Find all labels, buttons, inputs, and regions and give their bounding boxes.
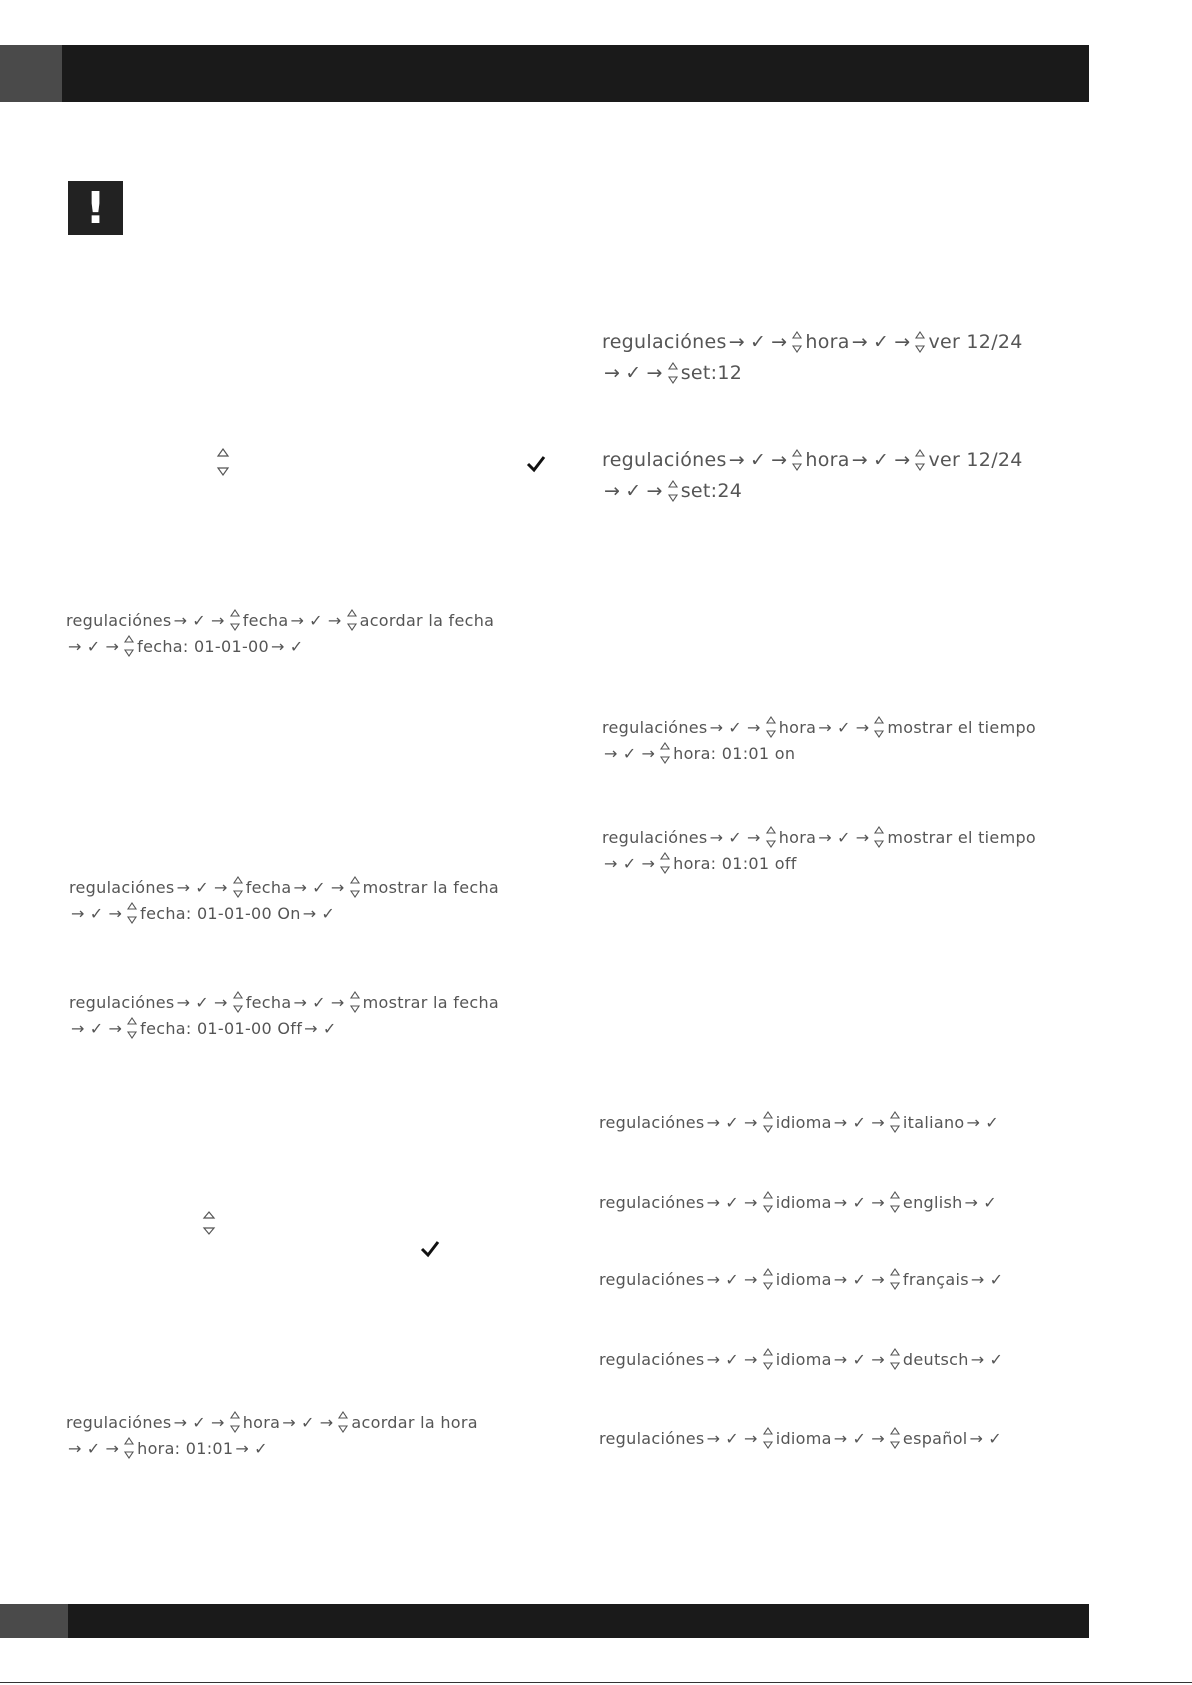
step-label: regulaciónes <box>69 992 175 1012</box>
step-label: idioma <box>775 1349 832 1369</box>
updown-icon <box>346 608 358 632</box>
step-label: ver 12/24 <box>928 449 1023 471</box>
arrow-icon: → <box>646 480 663 502</box>
arrow-icon: → <box>641 853 656 873</box>
check-icon: ✓ <box>728 827 743 847</box>
arrow-icon: → <box>709 827 724 847</box>
updown-icon <box>873 825 885 849</box>
sequence-line <box>602 851 797 875</box>
step-label: regulaciónes <box>602 331 727 353</box>
step-label: set:12 <box>680 362 743 384</box>
arrow-icon: → <box>214 877 228 897</box>
step-label: regulaciónes <box>599 1112 705 1132</box>
step-label: italiano <box>902 1112 965 1132</box>
arrow-icon: → <box>211 1412 225 1432</box>
sequence-line <box>599 1426 1005 1450</box>
check-icon: ✓ <box>988 1428 1002 1448</box>
arrow-icon: → <box>833 1112 848 1132</box>
step-label: set:24 <box>680 480 743 502</box>
step-label: mostrar la fecha <box>362 992 499 1012</box>
updown-icon <box>889 1267 901 1291</box>
sequence-line <box>69 875 499 899</box>
arrow-icon: → <box>970 1269 985 1289</box>
step-label: regulaciónes <box>599 1349 705 1369</box>
step-label: mostrar el tiempo <box>887 827 1037 847</box>
check-icon: ✓ <box>852 1192 867 1212</box>
header-bar <box>0 45 1089 102</box>
updown-icon <box>229 1410 241 1434</box>
arrow-icon: → <box>851 331 868 353</box>
arrow-icon: → <box>71 1018 85 1038</box>
sequence-line <box>602 361 742 385</box>
arrow-icon: → <box>851 449 868 471</box>
step-label: hora: 01:01 on <box>673 743 796 763</box>
sequence-line <box>602 330 1023 354</box>
step-label: regulaciónes <box>599 1269 705 1289</box>
updown-icon <box>349 875 361 899</box>
arrow-icon: → <box>327 610 342 630</box>
sequence-line <box>602 715 1036 739</box>
updown-icon <box>873 715 885 739</box>
arrow-icon: → <box>706 1349 721 1369</box>
arrow-icon: → <box>818 717 832 737</box>
updown-icon <box>762 1426 774 1450</box>
arrow-icon: → <box>68 636 82 656</box>
sequence-line <box>69 1016 340 1040</box>
updown-icon <box>762 1190 774 1214</box>
step-label: regulaciónes <box>602 449 727 471</box>
arrow-icon: → <box>833 1192 848 1212</box>
step-label: fecha: 01-01-00 <box>137 636 269 656</box>
arrow-icon: → <box>706 1269 721 1289</box>
arrow-icon: → <box>747 717 761 737</box>
arrow-icon: → <box>604 853 618 873</box>
check-icon: ✓ <box>192 610 207 630</box>
arrow-icon: → <box>744 1428 758 1448</box>
arrow-icon: → <box>105 1438 120 1458</box>
arrow-icon: → <box>108 903 123 923</box>
updown-icon <box>765 715 777 739</box>
updown-icon <box>762 1347 774 1371</box>
arrow-icon: → <box>894 449 911 471</box>
arrow-icon: → <box>173 1412 188 1432</box>
check-icon: ✓ <box>289 636 304 656</box>
step-label: regulaciónes <box>602 827 708 847</box>
check-icon: ✓ <box>872 449 890 471</box>
updown-icon <box>667 361 679 385</box>
updown-icon <box>216 447 230 481</box>
arrow-icon: → <box>176 992 191 1012</box>
check-icon: ✓ <box>89 1018 104 1038</box>
arrow-icon: → <box>833 1428 848 1448</box>
check-icon: ✓ <box>86 1438 101 1458</box>
arrow-icon: → <box>706 1192 721 1212</box>
updown-icon <box>232 990 244 1014</box>
check-icon: ✓ <box>195 992 210 1012</box>
arrow-icon: → <box>646 362 663 384</box>
updown-icon <box>126 901 138 925</box>
arrow-icon: → <box>270 636 285 656</box>
step-label: ver 12/24 <box>928 331 1023 353</box>
arrow-icon: → <box>818 827 832 847</box>
step-label: mostrar la fecha <box>362 877 499 897</box>
arrow-icon: → <box>214 992 228 1012</box>
check-icon: ✓ <box>254 1438 268 1458</box>
arrow-icon: → <box>855 717 870 737</box>
sequence-line <box>66 634 306 658</box>
arrow-icon: → <box>176 877 191 897</box>
updown-icon <box>889 1110 901 1134</box>
sequence-line <box>602 741 795 765</box>
arrow-icon: → <box>871 1192 885 1212</box>
arrow-icon: → <box>747 827 761 847</box>
sequence-line <box>69 901 338 925</box>
arrow-icon: → <box>969 1428 984 1448</box>
arrow-icon: → <box>966 1112 981 1132</box>
step-label: fecha <box>242 610 289 630</box>
check-icon: ✓ <box>728 717 743 737</box>
step-label: fecha <box>245 992 292 1012</box>
check-icon: ✓ <box>195 877 210 897</box>
arrow-icon: → <box>290 610 305 630</box>
sequence-line <box>599 1190 1000 1214</box>
arrow-icon: → <box>293 992 308 1012</box>
check-icon: ✓ <box>852 1269 867 1289</box>
arrow-icon: → <box>771 449 788 471</box>
updown-icon <box>123 1436 135 1460</box>
updown-icon <box>914 330 926 354</box>
warning-icon: ! <box>68 181 123 235</box>
check-icon: ✓ <box>622 743 637 763</box>
check-icon: ✓ <box>321 903 336 923</box>
check-icon: ✓ <box>725 1428 740 1448</box>
check-icon: ✓ <box>312 992 326 1012</box>
check-icon: ✓ <box>749 331 767 353</box>
updown-icon <box>123 634 135 658</box>
updown-icon <box>914 448 926 472</box>
check-icon: ✓ <box>89 903 104 923</box>
sequence-line <box>599 1267 1006 1291</box>
step-label: español <box>902 1428 968 1448</box>
check-icon: ✓ <box>625 480 642 502</box>
arrow-icon: → <box>894 331 911 353</box>
arrow-icon: → <box>744 1349 758 1369</box>
arrow-icon: → <box>641 743 656 763</box>
step-label: hora <box>805 331 850 353</box>
step-label: hora <box>805 449 850 471</box>
arrow-icon: → <box>68 1438 82 1458</box>
updown-icon <box>337 1410 349 1434</box>
arrow-icon: → <box>108 1018 123 1038</box>
updown-icon <box>791 448 803 472</box>
arrow-icon: → <box>855 827 870 847</box>
check-icon: ✓ <box>852 1112 867 1132</box>
arrow-icon: → <box>293 877 308 897</box>
step-label: regulaciónes <box>66 610 172 630</box>
step-label: français <box>902 1269 969 1289</box>
updown-icon <box>349 990 361 1014</box>
arrow-icon: → <box>871 1349 885 1369</box>
arrow-icon: → <box>744 1269 758 1289</box>
step-label: regulaciónes <box>69 877 175 897</box>
sequence-line <box>69 990 499 1014</box>
arrow-icon: → <box>604 362 621 384</box>
footer-tab <box>0 1604 68 1638</box>
check-icon: ✓ <box>322 1018 337 1038</box>
sequence-line <box>602 479 742 503</box>
footer-bar <box>0 1604 1089 1638</box>
bottom-rule <box>0 1682 1192 1683</box>
check-icon: ✓ <box>300 1412 315 1432</box>
arrow-icon: → <box>964 1192 979 1212</box>
step-label: acordar la hora <box>351 1412 478 1432</box>
arrow-icon: → <box>706 1112 721 1132</box>
step-label: hora: 01:01 off <box>673 853 797 873</box>
check-icon: ✓ <box>983 1192 997 1212</box>
arrow-icon: → <box>211 610 225 630</box>
arrow-icon: → <box>235 1438 250 1458</box>
step-label: regulaciónes <box>66 1412 172 1432</box>
arrow-icon: → <box>833 1349 848 1369</box>
step-label: mostrar el tiempo <box>887 717 1037 737</box>
step-label: idioma <box>775 1269 832 1289</box>
check-icon: ✓ <box>836 717 851 737</box>
check-icon: ✓ <box>625 362 642 384</box>
arrow-icon: → <box>330 877 345 897</box>
check-icon: ✓ <box>985 1112 999 1132</box>
check-icon: ✓ <box>872 331 890 353</box>
sequence-line <box>602 448 1023 472</box>
arrow-icon: → <box>728 331 745 353</box>
arrow-icon: → <box>282 1412 296 1432</box>
sequence-line <box>66 1410 478 1434</box>
check-icon: ✓ <box>749 449 767 471</box>
check-icon: ✓ <box>836 827 851 847</box>
arrow-icon: → <box>105 636 120 656</box>
updown-icon <box>126 1016 138 1040</box>
step-label: idioma <box>775 1112 832 1132</box>
step-label: fecha: 01-01-00 On <box>140 903 301 923</box>
arrow-icon: → <box>744 1112 758 1132</box>
step-label: regulaciónes <box>602 717 708 737</box>
arrow-icon: → <box>302 903 317 923</box>
sequence-line <box>599 1110 1002 1134</box>
arrow-icon: → <box>71 903 85 923</box>
arrow-icon: → <box>871 1112 885 1132</box>
check-icon: ✓ <box>725 1112 740 1132</box>
arrow-icon: → <box>871 1428 885 1448</box>
step-label: hora <box>778 827 817 847</box>
step-label: fecha <box>245 877 292 897</box>
step-label: idioma <box>775 1428 832 1448</box>
arrow-icon: → <box>319 1412 334 1432</box>
updown-icon <box>232 875 244 899</box>
arrow-icon: → <box>330 992 345 1012</box>
updown-icon <box>889 1190 901 1214</box>
sequence-line <box>66 608 494 632</box>
updown-icon <box>762 1267 774 1291</box>
check-icon <box>420 1240 440 1262</box>
arrow-icon: → <box>970 1349 985 1369</box>
step-label: regulaciónes <box>599 1428 705 1448</box>
step-label: regulaciónes <box>599 1192 705 1212</box>
check-icon: ✓ <box>86 636 101 656</box>
sequence-line <box>599 1347 1006 1371</box>
updown-icon <box>659 741 671 765</box>
step-label: hora <box>242 1412 281 1432</box>
sequence-line <box>602 825 1036 849</box>
check-icon: ✓ <box>852 1349 867 1369</box>
updown-icon <box>889 1426 901 1450</box>
updown-icon <box>889 1347 901 1371</box>
updown-icon <box>667 479 679 503</box>
step-label: deutsch <box>902 1349 969 1369</box>
step-label: hora: 01:01 <box>137 1438 234 1458</box>
arrow-icon: → <box>771 331 788 353</box>
check-icon: ✓ <box>989 1349 1004 1369</box>
check-icon <box>526 455 546 477</box>
arrow-icon: → <box>728 449 745 471</box>
step-label: idioma <box>775 1192 832 1212</box>
arrow-icon: → <box>833 1269 848 1289</box>
updown-icon <box>202 1210 216 1240</box>
check-icon: ✓ <box>312 877 326 897</box>
updown-icon <box>791 330 803 354</box>
check-icon: ✓ <box>309 610 323 630</box>
check-icon: ✓ <box>989 1269 1004 1289</box>
arrow-icon: → <box>709 717 724 737</box>
step-label: hora <box>778 717 817 737</box>
step-label: acordar la fecha <box>359 610 495 630</box>
sequence-line <box>66 1436 271 1460</box>
check-icon: ✓ <box>852 1428 867 1448</box>
updown-icon <box>229 608 241 632</box>
updown-icon <box>659 851 671 875</box>
check-icon: ✓ <box>725 1269 740 1289</box>
arrow-icon: → <box>706 1428 721 1448</box>
step-label: english <box>902 1192 963 1212</box>
step-label: fecha: 01-01-00 Off <box>140 1018 303 1038</box>
arrow-icon: → <box>871 1269 885 1289</box>
arrow-icon: → <box>173 610 188 630</box>
check-icon: ✓ <box>622 853 637 873</box>
arrow-icon: → <box>604 480 621 502</box>
updown-icon <box>765 825 777 849</box>
check-icon: ✓ <box>725 1192 740 1212</box>
updown-icon <box>762 1110 774 1134</box>
check-icon: ✓ <box>725 1349 740 1369</box>
header-tab <box>0 45 62 102</box>
arrow-icon: → <box>304 1018 318 1038</box>
arrow-icon: → <box>744 1192 758 1212</box>
arrow-icon: → <box>604 743 618 763</box>
check-icon: ✓ <box>192 1412 207 1432</box>
